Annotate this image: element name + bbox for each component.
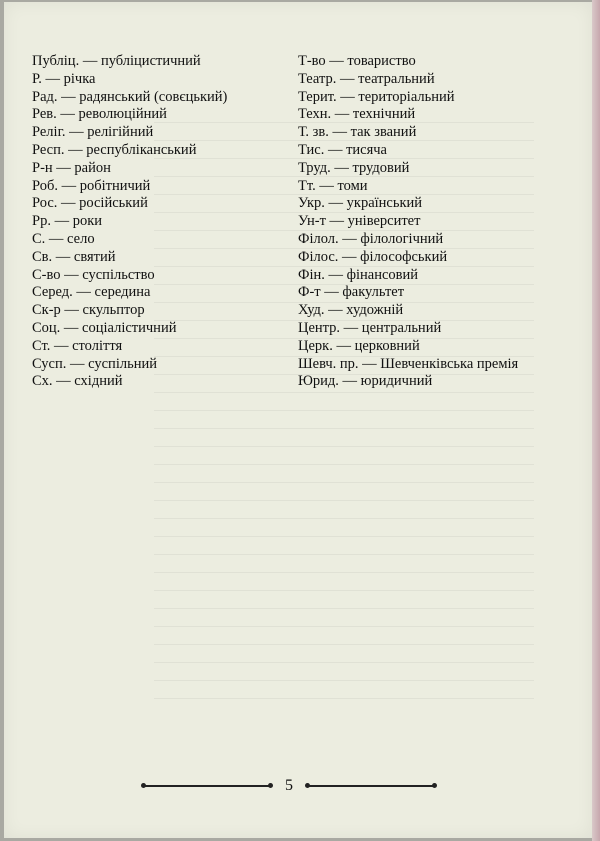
abbreviation-entry: Терит. — територіальний (298, 88, 455, 105)
abbreviation-entry: Техн. — технічний (298, 106, 416, 123)
abbreviation-entry: Р-н — район (32, 159, 111, 176)
abbreviation-entry: Шевч. пр. — Шевченківська премія (298, 355, 519, 372)
abbreviation-entry: Сх. — східний (32, 373, 123, 390)
abbreviation-entry: Рос. — російський (32, 195, 148, 212)
abbreviation-entry: Фін. — фінансовий (298, 266, 419, 283)
abbreviation-entry: Труд. — трудовий (298, 159, 410, 176)
page-edge (592, 0, 600, 841)
footer-rule-right (307, 785, 435, 787)
abbreviation-entry: Філол. — філологічний (298, 230, 444, 247)
abbreviation-entry: Рр. — роки (32, 213, 102, 230)
document-page (4, 2, 592, 838)
page-footer (124, 774, 454, 798)
abbreviation-entry: Рад. — радянський (совєцький) (32, 88, 228, 105)
abbreviation-entry: Р. — річка (32, 70, 96, 87)
abbreviation-list-right (298, 53, 518, 391)
abbreviation-entry: Сусп. — суспільний (32, 355, 157, 372)
abbreviation-entry: С. — село (32, 230, 95, 247)
abbreviation-list-left (32, 53, 227, 391)
abbreviation-entry: С-во — суспільство (32, 266, 155, 283)
abbreviation-entry: Юрид. — юридичний (298, 373, 433, 390)
abbreviation-entry: Укр. — український (298, 195, 423, 212)
abbreviation-entry: Театр. — театральний (298, 70, 435, 87)
abbreviation-entry: Роб. — робітничий (32, 177, 151, 194)
abbreviation-entry: Тис. — тисяча (298, 141, 387, 158)
abbreviation-entry: Соц. — соціалістичний (32, 319, 177, 336)
abbreviation-entry: Серед. — середина (32, 284, 151, 301)
abbreviation-entry: Ф-т — факультет (298, 284, 405, 301)
abbreviation-entry: Т. зв. — так званий (298, 124, 417, 141)
abbreviation-entry: Рев. — революційний (32, 106, 167, 123)
abbreviation-entry: Ун-т — університет (298, 213, 421, 230)
page-number: 5 (285, 777, 293, 794)
abbreviation-entry: Худ. — художній (298, 302, 404, 319)
abbreviation-entry: Св. — святий (32, 248, 116, 265)
abbreviation-entry: Т-во — товариство (298, 53, 416, 69)
abbreviation-entry: Філос. — філософський (298, 248, 448, 265)
abbreviation-entry: Церк. — церковний (298, 337, 420, 354)
abbreviation-entry: Публіц. — публіцистичний (32, 53, 201, 69)
abbreviation-entry: Респ. — республіканський (32, 141, 197, 158)
abbreviation-entry: Тт. — томи (298, 177, 368, 194)
abbreviation-entry: Ск-р — скульптор (32, 302, 145, 319)
abbreviation-entry: Реліг. — релігійний (32, 124, 154, 141)
abbreviation-entry: Центр. — центральний (298, 319, 442, 336)
abbreviation-entry: Ст. — століття (32, 337, 123, 354)
footer-rule-left (143, 785, 271, 787)
